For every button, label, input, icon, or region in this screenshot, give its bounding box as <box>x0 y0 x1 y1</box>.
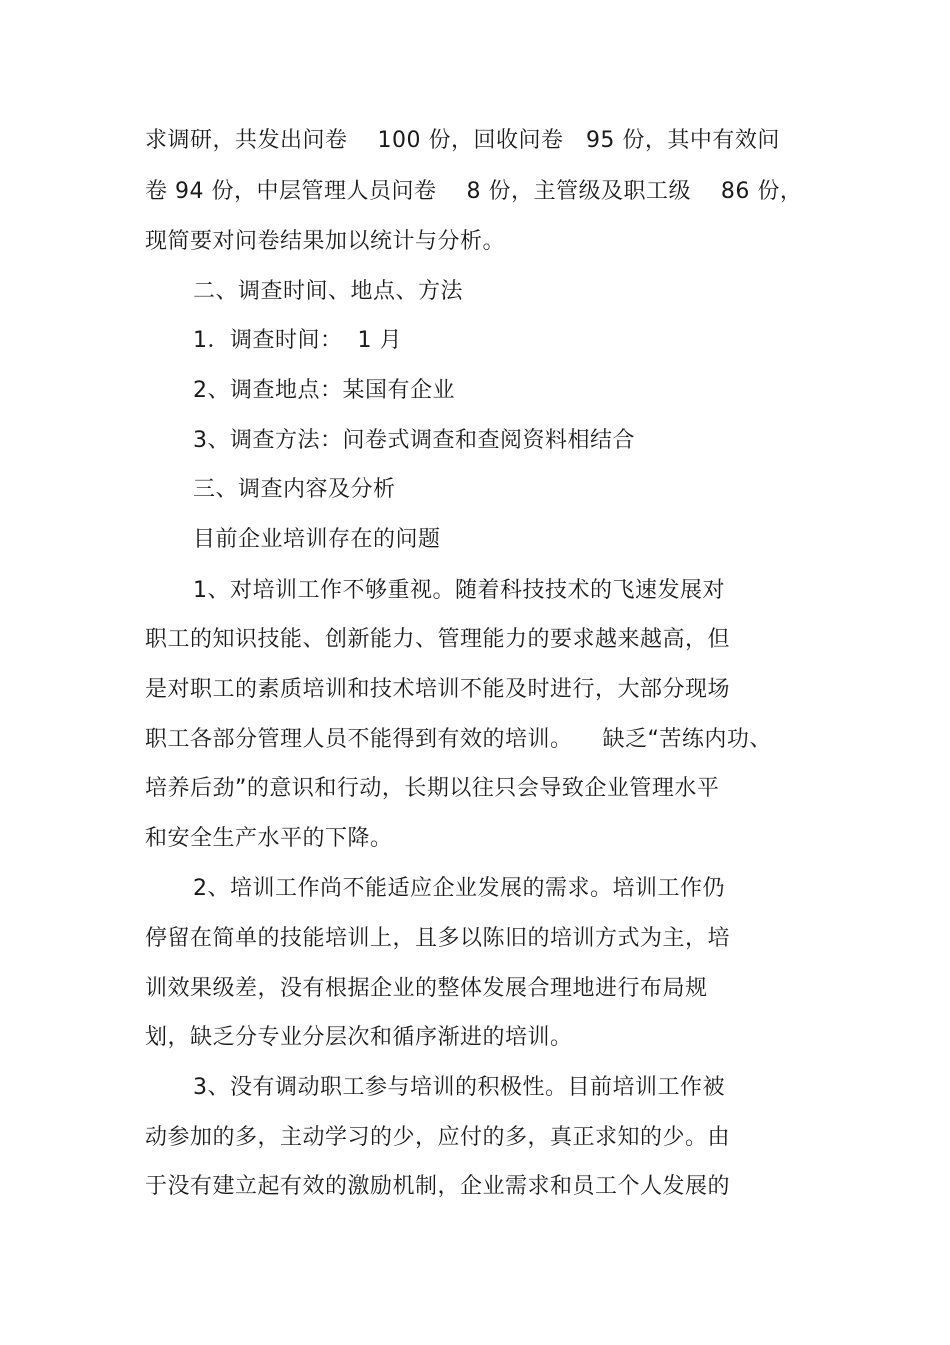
text-line: 是对职工的素质培训和技术培训不能及时进行，大部分现场 <box>145 677 731 702</box>
text-line: 职工的知识技能、创新能力、管理能力的要求越来越高，但 <box>145 627 731 652</box>
text-line: 2、调查地点：某国有企业 <box>193 378 455 403</box>
text-line: 卷 94 份，中层管理人员问卷 8 份，主管级及职工级 86 份， <box>145 179 803 204</box>
text-line: 现简要对问卷结果加以统计与分析。 <box>145 229 506 254</box>
text-line: 3、调查方法：问卷式调查和查阅资料相结合 <box>193 428 635 453</box>
text-line: 训效果级差，没有根据企业的整体发展合理地进行布局规 <box>145 976 708 1001</box>
text-line: 培养后劲”的意识和行动，长期以往只会导致企业管理水平 <box>145 776 720 801</box>
text-line: 划，缺乏分专业分层次和循序渐进的培训。 <box>145 1025 573 1050</box>
text-line: 和安全生产水平的下降。 <box>145 826 393 851</box>
text-line: 求调研，共发出问卷 100 份，回收问卷 95 份，其中有效问 <box>145 128 780 153</box>
text-line: 2、培训工作尚不能适应企业发展的需求。培训工作仍 <box>193 876 725 901</box>
text-line: 职工各部分管理人员不能得到有效的培训。 缺乏“苦练内功、 <box>145 727 772 752</box>
section-heading: 二、调查时间、地点、方法 <box>193 279 464 304</box>
text-line: 于没有建立起有效的激励机制，企业需求和员工个人发展的 <box>145 1174 731 1199</box>
text-line: 动参加的多，主动学习的少，应付的多，真正求知的少。由 <box>145 1125 731 1150</box>
text-line: 3、没有调动职工参与培训的积极性。目前培训工作被 <box>193 1075 725 1100</box>
text-line: 停留在简单的技能培训上，且多以陈旧的培训方式为主，培 <box>145 926 731 951</box>
section-heading: 三、调查内容及分析 <box>193 477 396 502</box>
text-line: 1、对培训工作不够重视。随着科技技术的飞速发展对 <box>193 578 725 603</box>
text-line: 1．调查时间： 1 月 <box>193 328 402 353</box>
subheading: 目前企业培训存在的问题 <box>193 527 441 552</box>
